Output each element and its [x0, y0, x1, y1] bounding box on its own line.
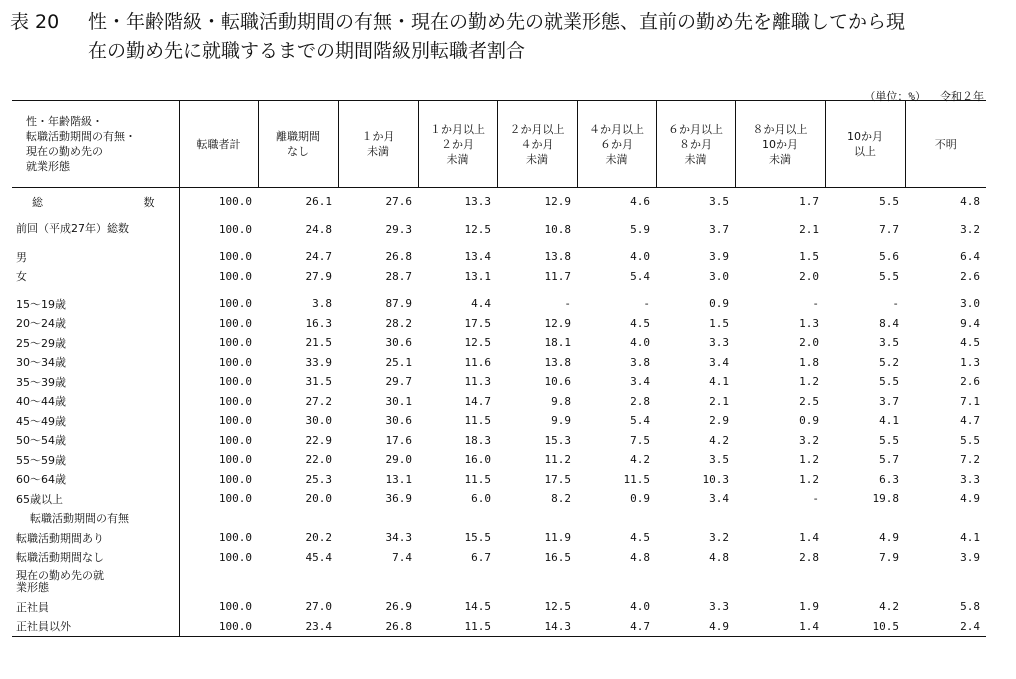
cell: 1.3 — [799, 316, 819, 330]
spacer-row — [12, 212, 986, 220]
spacer-row — [12, 239, 986, 247]
cell: 2.4 — [905, 617, 986, 637]
cell: 4.2 — [630, 453, 650, 467]
cell: 3.7 — [709, 222, 729, 236]
cell: 3.8 — [312, 297, 332, 311]
cell: 7.9 — [879, 550, 899, 564]
cell: 100.0 — [218, 336, 252, 350]
row-label: 転職活動期間あり — [12, 528, 179, 548]
cell: 10.5 — [825, 617, 905, 637]
cell: 9.8 — [551, 394, 571, 408]
cell: 12.5 — [464, 222, 491, 236]
cell: 3.5 — [709, 195, 729, 209]
cell: 4.5 — [630, 316, 650, 330]
table-row-male — [12, 247, 986, 267]
cell: 3.3 — [709, 600, 729, 614]
table-row-age-20-24 — [12, 314, 986, 334]
header-8-10m: ８か月以上 10か月 未満 — [735, 101, 825, 188]
cell: 3.5 — [879, 336, 899, 350]
table-row-age-35-39 — [12, 372, 986, 392]
cell: 1.5 — [709, 316, 729, 330]
cell: 11.5 — [623, 472, 650, 486]
cell: 4.1 — [709, 375, 729, 389]
cell: 16.3 — [305, 316, 332, 330]
cell: 5.7 — [879, 453, 899, 467]
cell: 5.8 — [960, 600, 980, 614]
cell: 2.1 — [709, 394, 729, 408]
cell: 1.2 — [799, 472, 819, 486]
cell: 10.8 — [544, 222, 571, 236]
cell: 30.0 — [305, 414, 332, 428]
cell: 12.9 — [544, 195, 571, 209]
cell: 24.7 — [305, 250, 332, 264]
cell: 11.3 — [464, 375, 491, 389]
cell: 30.6 — [385, 336, 412, 350]
cell: 15.5 — [464, 531, 491, 545]
cell: 26.8 — [385, 250, 412, 264]
row-label: 総 数 — [12, 188, 179, 212]
cell: 7.4 — [392, 550, 412, 564]
cell: 1.4 — [735, 617, 825, 637]
cell: 27.0 — [305, 600, 332, 614]
spacer-row — [12, 286, 986, 294]
cell: 100.0 — [218, 355, 252, 369]
cell: 4.7 — [960, 414, 980, 428]
row-label: 15～19歳 — [12, 294, 179, 314]
cell: - — [643, 297, 650, 311]
section-row-job-search — [12, 509, 986, 529]
cell: 11.5 — [464, 414, 491, 428]
table-row-age-25-29 — [12, 333, 986, 353]
cell: 100.0 — [218, 414, 252, 428]
cell: 3.9 — [709, 250, 729, 264]
cell: 0.9 — [799, 414, 819, 428]
cell: 33.9 — [305, 355, 332, 369]
cell: 26.1 — [305, 195, 332, 209]
row-label: 60～64歳 — [12, 470, 179, 490]
cell: 1.7 — [799, 195, 819, 209]
cell: 2.1 — [799, 222, 819, 236]
section-row-employment-type — [12, 567, 986, 597]
title-line-2: 在の勤め先に就職するまでの期間階級別転職者割合 — [88, 40, 526, 62]
cell: 3.3 — [960, 472, 980, 486]
table-row-age-60-64 — [12, 470, 986, 490]
table-row-age-45-49 — [12, 411, 986, 431]
cell: 4.8 — [709, 550, 729, 564]
cell: 5.5 — [960, 433, 980, 447]
cell: 100.0 — [218, 453, 252, 467]
cell: - — [892, 297, 899, 311]
cell: 5.6 — [879, 250, 899, 264]
cell: 16.0 — [464, 453, 491, 467]
cell: 26.9 — [385, 600, 412, 614]
cell: 27.2 — [305, 394, 332, 408]
table-row-age-50-54 — [12, 431, 986, 451]
cell: 13.4 — [464, 250, 491, 264]
cell: 100.0 — [218, 297, 252, 311]
cell: 7.5 — [630, 433, 650, 447]
cell: 100.0 — [218, 222, 252, 236]
row-label: 50～54歳 — [12, 431, 179, 451]
cell: 20.0 — [305, 492, 332, 506]
cell: 3.4 — [630, 375, 650, 389]
cell: 87.9 — [385, 297, 412, 311]
cell: 15.3 — [544, 433, 571, 447]
cell: 10.6 — [544, 375, 571, 389]
header-row — [12, 101, 986, 188]
row-label: 女 — [12, 267, 179, 287]
cell: 4.5 — [630, 531, 650, 545]
table-row-regular — [12, 597, 986, 617]
cell: 11.5 — [418, 617, 497, 637]
cell: 13.8 — [544, 355, 571, 369]
row-label: 正社員以外 — [12, 617, 179, 637]
cell: 4.0 — [630, 600, 650, 614]
cell: 30.1 — [385, 394, 412, 408]
cell: 3.0 — [709, 269, 729, 283]
cell: 4.9 — [960, 492, 980, 506]
table-row-non-regular — [12, 617, 986, 637]
cell: 2.0 — [799, 336, 819, 350]
cell: 14.7 — [464, 394, 491, 408]
cell: 27.6 — [385, 195, 412, 209]
row-label: 65歳以上 — [12, 489, 179, 509]
row-label: 男 — [12, 247, 179, 267]
header-total: 転職者計 — [179, 101, 258, 188]
cell: 4.0 — [630, 250, 650, 264]
header-6-8m: ６か月以上 ８か月 未満 — [656, 101, 735, 188]
cell: - — [812, 492, 819, 506]
cell: 100.0 — [218, 195, 252, 209]
cell: 34.3 — [385, 531, 412, 545]
table-body — [12, 188, 986, 637]
header-4-6m: ４か月以上 ６か月 未満 — [577, 101, 656, 188]
cell: 100.0 — [218, 375, 252, 389]
cell: 5.4 — [630, 414, 650, 428]
cell: 5.4 — [630, 269, 650, 283]
table-title — [10, 8, 905, 66]
cell: 3.5 — [709, 453, 729, 467]
cell: 100.0 — [218, 269, 252, 283]
cell: 8.4 — [879, 316, 899, 330]
cell: 4.6 — [630, 195, 650, 209]
row-label: 30～34歳 — [12, 353, 179, 373]
cell: 0.9 — [709, 297, 729, 311]
cell: 25.1 — [385, 355, 412, 369]
cell: 1.9 — [799, 600, 819, 614]
cell: 27.9 — [305, 269, 332, 283]
cell: 100.0 — [218, 316, 252, 330]
cell: 29.3 — [385, 222, 412, 236]
cell: 11.9 — [544, 531, 571, 545]
header-1-2m: １か月以上 ２か月 未満 — [418, 101, 497, 188]
section-label: 現在の勤め先の就業形態 — [12, 567, 179, 597]
cell: 4.2 — [879, 600, 899, 614]
cell: 2.9 — [709, 414, 729, 428]
cell: 4.1 — [879, 414, 899, 428]
cell: 100.0 — [218, 472, 252, 486]
cell: 3.8 — [630, 355, 650, 369]
cell: 7.1 — [960, 394, 980, 408]
header-unknown: 不明 — [905, 101, 986, 188]
cell: 1.8 — [799, 355, 819, 369]
title-text-1: 性・年齢階級・転職活動期間の有無・現在の勤め先の就業形態、直前の勤め先を離職してから現 — [88, 11, 906, 33]
cell: 5.5 — [879, 269, 899, 283]
cell: 100.0 — [218, 394, 252, 408]
cell: 2.8 — [630, 394, 650, 408]
title-line-1 — [10, 8, 905, 37]
cell: 3.4 — [709, 492, 729, 506]
cell: 5.5 — [879, 375, 899, 389]
cell: 36.9 — [385, 492, 412, 506]
cell: 6.4 — [960, 250, 980, 264]
cell: 4.9 — [879, 531, 899, 545]
cell: 3.4 — [709, 355, 729, 369]
row-label: 45～49歳 — [12, 411, 179, 431]
table-row-age-30-34 — [12, 353, 986, 373]
cell: 3.7 — [879, 394, 899, 408]
row-label: 40～44歳 — [12, 392, 179, 412]
cell: 29.7 — [385, 375, 412, 389]
cell: 2.6 — [960, 375, 980, 389]
cell: 1.2 — [799, 453, 819, 467]
cell: 6.3 — [879, 472, 899, 486]
cell: 1.5 — [799, 250, 819, 264]
row-label: 25～29歳 — [12, 333, 179, 353]
cell: 31.5 — [305, 375, 332, 389]
cell: 16.5 — [544, 550, 571, 564]
section-label: 転職活動期間の有無 — [12, 509, 179, 529]
cell: 4.9 — [656, 617, 735, 637]
cell: 29.0 — [385, 453, 412, 467]
row-label: 正社員 — [12, 597, 179, 617]
cell: 2.8 — [799, 550, 819, 564]
row-label: 55～59歳 — [12, 450, 179, 470]
cell: 3.0 — [960, 297, 980, 311]
cell: 9.4 — [960, 316, 980, 330]
cell: - — [564, 297, 571, 311]
cell: 3.3 — [709, 336, 729, 350]
cell: 10.3 — [702, 472, 729, 486]
table-row-previous-total — [12, 220, 986, 240]
cell: 12.9 — [544, 316, 571, 330]
cell: 22.9 — [305, 433, 332, 447]
cell: 19.8 — [872, 492, 899, 506]
cell: 13.8 — [544, 250, 571, 264]
cell: 5.5 — [879, 433, 899, 447]
cell: 2.0 — [799, 269, 819, 283]
table-row-female — [12, 267, 986, 287]
cell: 14.5 — [464, 600, 491, 614]
table-row-age-55-59 — [12, 450, 986, 470]
cell: 3.2 — [799, 433, 819, 447]
cell: 2.5 — [799, 394, 819, 408]
statistics-table — [12, 100, 986, 637]
cell: 4.7 — [577, 617, 656, 637]
row-label: 前回（平成27年）総数 — [12, 220, 179, 240]
cell: 6.7 — [471, 550, 491, 564]
cell: 4.4 — [471, 297, 491, 311]
row-label: 35～39歳 — [12, 372, 179, 392]
cell: 4.5 — [960, 336, 980, 350]
cell: 4.0 — [630, 336, 650, 350]
cell: 5.2 — [879, 355, 899, 369]
cell: 20.2 — [305, 531, 332, 545]
cell: 30.6 — [385, 414, 412, 428]
cell: 1.2 — [799, 375, 819, 389]
unit-label: （単位：%） — [864, 90, 926, 103]
cell: 25.3 — [305, 472, 332, 486]
header-under-1m: １か月 未満 — [338, 101, 418, 188]
cell: 17.5 — [464, 316, 491, 330]
cell: 3.9 — [960, 550, 980, 564]
cell: 21.5 — [305, 336, 332, 350]
cell: 100.0 — [218, 492, 252, 506]
cell: 14.3 — [497, 617, 577, 637]
cell: 100.0 — [218, 600, 252, 614]
table-row-search-no — [12, 548, 986, 568]
cell: 100.0 — [218, 550, 252, 564]
cell: 8.2 — [551, 492, 571, 506]
cell: 23.4 — [258, 617, 338, 637]
cell: 22.0 — [305, 453, 332, 467]
table-number: 表 20 — [10, 11, 60, 33]
header-no-gap: 離職期間 なし — [258, 101, 338, 188]
cell: 11.7 — [544, 269, 571, 283]
cell: 12.5 — [544, 600, 571, 614]
cell: 26.8 — [338, 617, 418, 637]
cell: 28.2 — [385, 316, 412, 330]
cell: 9.9 — [551, 414, 571, 428]
cell: 12.5 — [464, 336, 491, 350]
table-row-age-15-19 — [12, 294, 986, 314]
cell: 17.6 — [385, 433, 412, 447]
cell: 13.3 — [464, 195, 491, 209]
cell: 18.3 — [464, 433, 491, 447]
cell: 17.5 — [544, 472, 571, 486]
header-10m-plus: 10か月 以上 — [825, 101, 905, 188]
table-row-search-yes — [12, 528, 986, 548]
cell: 5.9 — [630, 222, 650, 236]
table-row-age-40-44 — [12, 392, 986, 412]
cell: 7.7 — [879, 222, 899, 236]
year-label: 令和２年 — [940, 90, 984, 103]
cell: 4.1 — [960, 531, 980, 545]
cell: 18.1 — [544, 336, 571, 350]
cell: 6.0 — [471, 492, 491, 506]
cell: 4.8 — [630, 550, 650, 564]
cell: 7.2 — [960, 453, 980, 467]
cell: 4.8 — [960, 195, 980, 209]
cell: 2.6 — [960, 269, 980, 283]
cell: 3.2 — [709, 531, 729, 545]
table-row-age-65-plus — [12, 489, 986, 509]
cell: 13.1 — [464, 269, 491, 283]
cell: 1.4 — [799, 531, 819, 545]
cell: 24.8 — [305, 222, 332, 236]
cell: 1.3 — [960, 355, 980, 369]
cell: 4.2 — [709, 433, 729, 447]
cell: 45.4 — [305, 550, 332, 564]
cell: 0.9 — [630, 492, 650, 506]
cell: 5.5 — [879, 195, 899, 209]
cell: 100.0 — [218, 531, 252, 545]
cell: 100.0 — [218, 433, 252, 447]
row-label: 20～24歳 — [12, 314, 179, 334]
cell: 100.0 — [179, 617, 258, 637]
cell: - — [812, 297, 819, 311]
cell: 100.0 — [218, 250, 252, 264]
cell: 11.2 — [544, 453, 571, 467]
row-label: 転職活動期間なし — [12, 548, 179, 568]
cell: 13.1 — [385, 472, 412, 486]
cell: 11.5 — [464, 472, 491, 486]
header-row-label: 性・年齢階級・ 転職活動期間の有無・ 現在の勤め先の 就業形態 — [12, 101, 179, 188]
cell: 11.6 — [464, 355, 491, 369]
cell: 28.7 — [385, 269, 412, 283]
table-row-total — [12, 188, 986, 212]
header-2-4m: ２か月以上 ４か月 未満 — [497, 101, 577, 188]
cell: 3.2 — [960, 222, 980, 236]
